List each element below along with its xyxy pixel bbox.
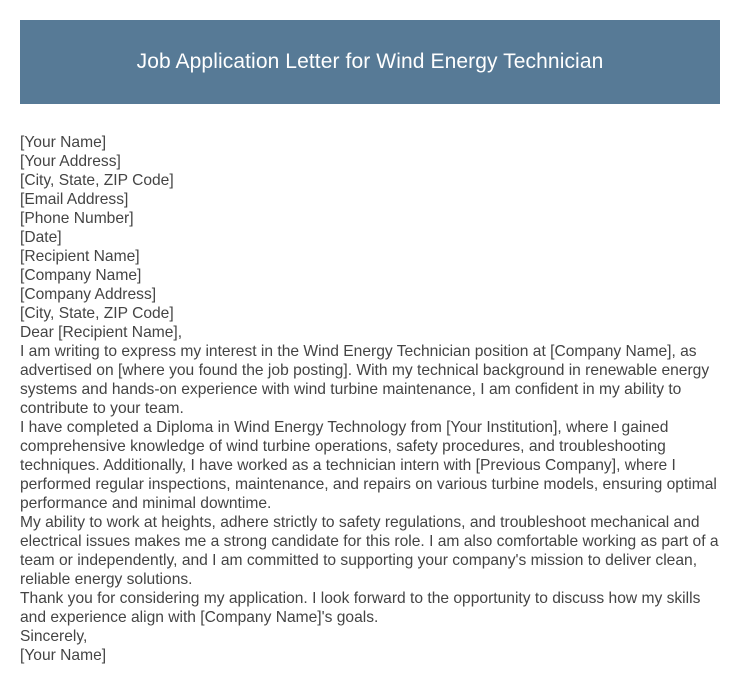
sender-city-state-zip: [City, State, ZIP Code] (20, 172, 174, 189)
paragraph-education: I have completed a Diploma in Wind Energy Technology from [Your Institution], where I gained comprehensive knowledge of wind turbine operations, safety procedures, and troubleshooting techniques. Additionally, I have worked as a technician intern with [Previous Company], where I performed regular inspections, maintenance, and repairs on various turbine models, ensuring optimal performance and minimal downtime. (20, 419, 717, 512)
paragraph-intro: I am writing to express my interest in the Wind Energy Technician position at [Company Name], as advertised on [where you found the job posting]. With my technical background in renewable energy systems and hands-on experience with wind turbine maintenance, I am confident in my ability to contribute to your team. (20, 343, 710, 417)
paragraph-closing: Thank you for considering my application. I look forward to the opportunity to discuss how my skills and experience align with [Company Name]'s goals. (20, 590, 701, 626)
sender-phone: [Phone Number] (20, 210, 134, 227)
title-banner (20, 20, 720, 104)
recipient-address: [Company Address] (20, 286, 157, 303)
recipient-city-state-zip: [City, State, ZIP Code] (20, 305, 174, 322)
recipient-company: [Company Name] (20, 267, 142, 284)
sender-email: [Email Address] (20, 191, 129, 208)
letter-date: [Date] (20, 229, 62, 246)
closing: Sincerely, (20, 628, 88, 645)
sender-name: [Your Name] (20, 134, 107, 151)
paragraph-skills: My ability to work at heights, adhere strictly to safety regulations, and troubleshoot mechanical and electrical issues makes me a strong candidate for this role. I am also comfortable working as part of a team or independently, and I am committed to supporting your company's mission to deliver clean, reliable energy solutions. (20, 514, 719, 588)
page-title: Job Application Letter for Wind Energy Technician (136, 50, 604, 73)
letter-body (20, 133, 724, 665)
salutation: Dear [Recipient Name], (20, 324, 183, 341)
sender-address: [Your Address] (20, 153, 121, 170)
signature: [Your Name] (20, 647, 107, 664)
recipient-name: [Recipient Name] (20, 248, 140, 265)
